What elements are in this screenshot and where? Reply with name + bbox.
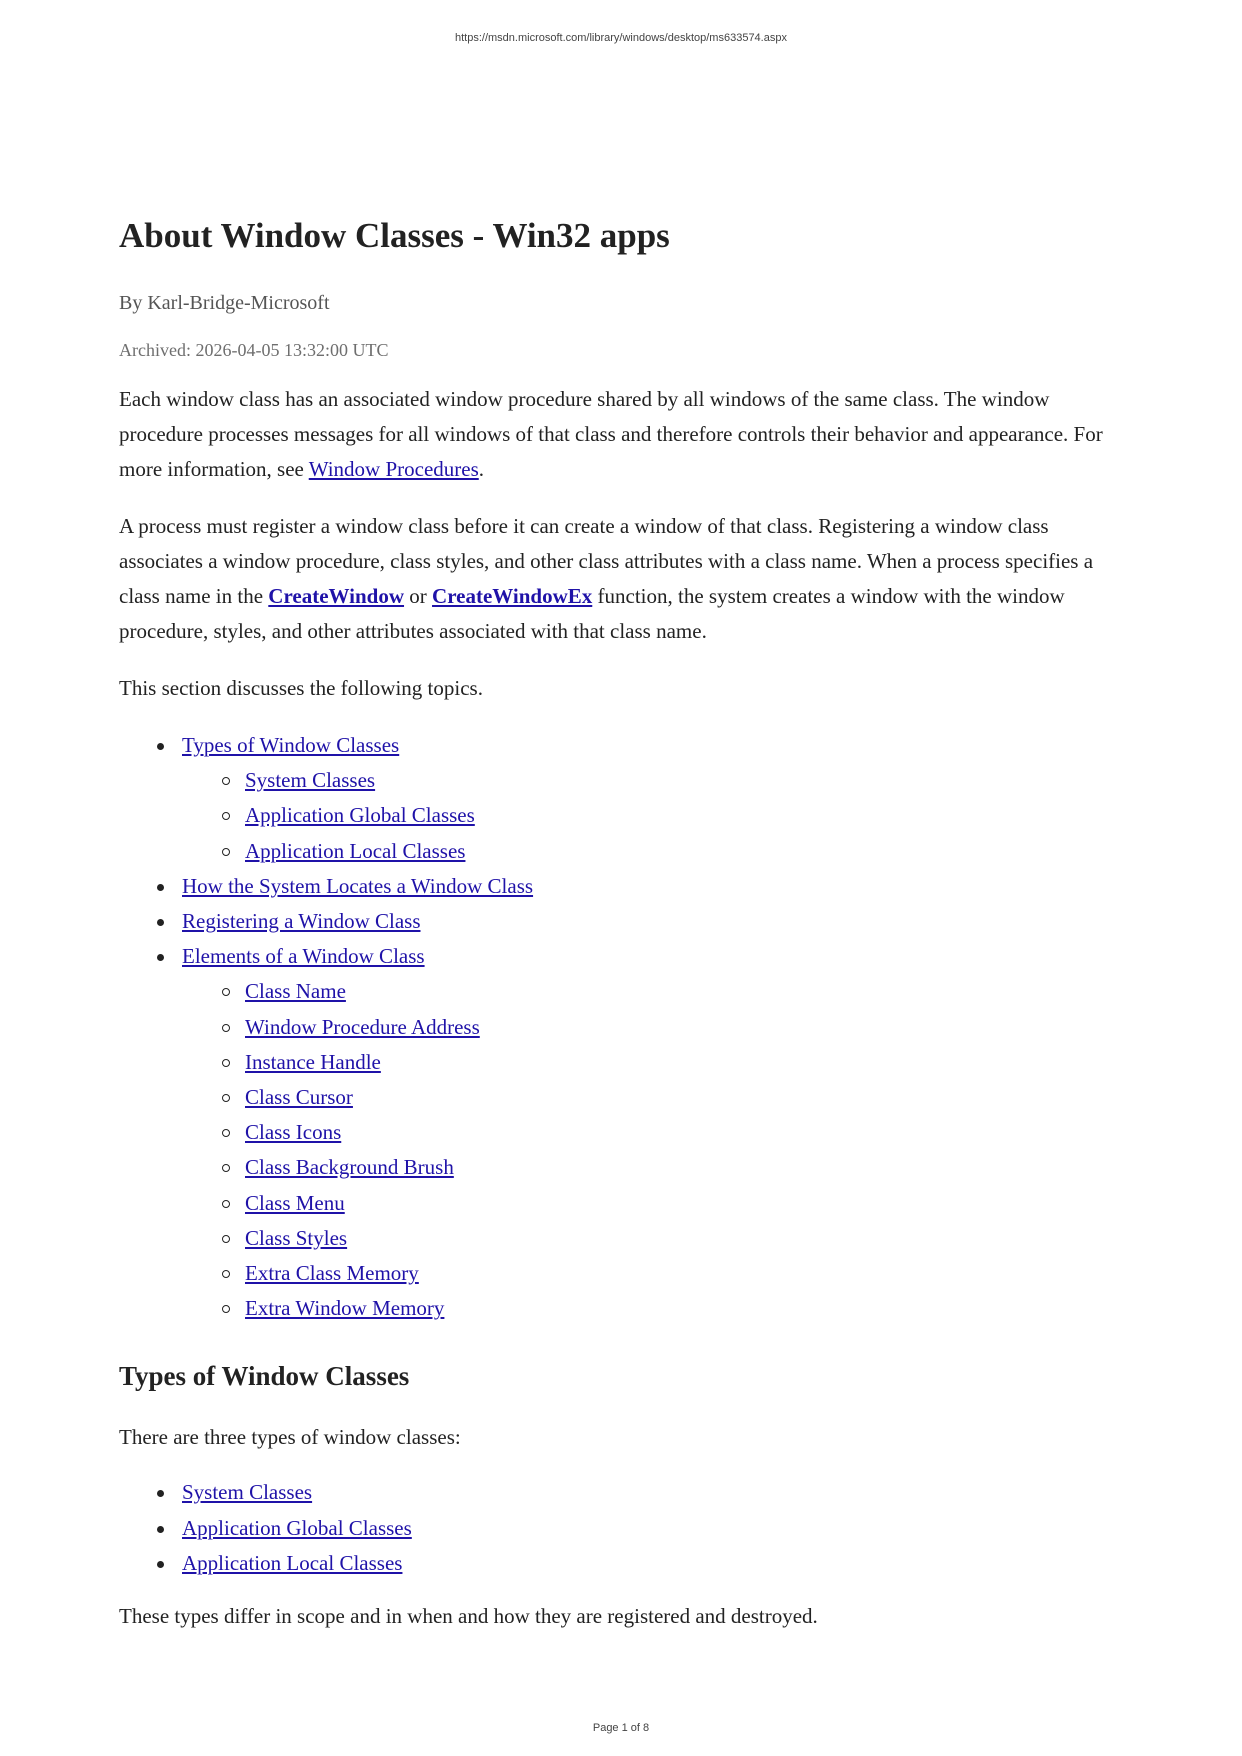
- intro2-text-end: function, the system creates a window with the window procedure, styles, and other attributes associated with that class name.: [119, 584, 1065, 643]
- list-item: [182, 1150, 1129, 1185]
- list-item: [182, 1080, 1129, 1115]
- list-item: [182, 1221, 1129, 1256]
- toc-link-extra-window-memory[interactable]: Extra Window Memory: [245, 1296, 445, 1321]
- page-title: About Window Classes - Win32 apps: [119, 216, 670, 255]
- toc-link-how-system-locates[interactable]: How the System Locates a Window Class: [182, 873, 534, 898]
- toc-link-registering[interactable]: Registering a Window Class: [182, 909, 421, 934]
- bullet-circle-icon: [222, 1059, 230, 1067]
- list-item: [119, 904, 1129, 939]
- intro2-text: A process must register a window class before it can create a window of that class. Registering a window class associates a window procedure, class styles, and other class attributes with a class name. When a process specifies a class name in the: [119, 514, 1094, 608]
- toc-link-system-classes[interactable]: System Classes: [245, 768, 376, 793]
- intro1-text-end: .: [478, 457, 485, 481]
- list-item: [182, 974, 1129, 1009]
- toc-link-extra-class-memory[interactable]: Extra Class Memory: [245, 1261, 419, 1286]
- intro1-text: Each window class has an associated window procedure shared by all windows of the same class. The window procedure processes messages for all windows of that class and therefore controls their behavior and appearance. For more information, see: [119, 387, 1103, 481]
- toc-link-class-background-brush[interactable]: Class Background Brush: [245, 1155, 454, 1180]
- bullet-disc-icon: [157, 743, 164, 750]
- toc-link-window-procedure-address[interactable]: Window Procedure Address: [245, 1014, 480, 1039]
- intro-paragraph-1: [119, 382, 1129, 487]
- bullet-circle-icon: [222, 988, 230, 996]
- createwindowex-link[interactable]: CreateWindowEx: [432, 584, 593, 608]
- toc-link-types-of-window-classes[interactable]: Types of Window Classes: [182, 733, 400, 757]
- bullet-disc-icon: [157, 884, 164, 891]
- list-item: [182, 1115, 1129, 1150]
- list-item: [119, 939, 1129, 1326]
- bullet-disc-icon: [157, 919, 164, 926]
- intro2-text-mid: or: [404, 584, 433, 608]
- createwindow-link[interactable]: CreateWindow: [268, 584, 405, 608]
- bullet-circle-icon: [222, 812, 230, 820]
- list-item: [182, 834, 1129, 869]
- list-item: [119, 1546, 1129, 1581]
- intro-paragraph-2: [119, 509, 1129, 649]
- types-link-application-local-classes[interactable]: Application Local Classes: [182, 1550, 403, 1575]
- bullet-disc-icon: [157, 1490, 164, 1497]
- list-item: [182, 1045, 1129, 1080]
- list-item: [119, 728, 1129, 869]
- topics-list: [119, 728, 1129, 1326]
- list-item: [182, 798, 1129, 833]
- bullet-circle-icon: [222, 1024, 230, 1032]
- page-number: Page 1 of 8: [592, 1722, 650, 1734]
- window-procedures-link[interactable]: Window Procedures: [308, 457, 479, 481]
- types-link-application-global-classes[interactable]: Application Global Classes: [182, 1515, 412, 1540]
- page-header-url: https://msdn.microsoft.com/library/windows/desktop/ms633574.aspx: [455, 32, 787, 44]
- list-item: [182, 1186, 1129, 1221]
- bullet-circle-icon: [222, 1235, 230, 1243]
- author-byline: By Karl-Bridge-Microsoft: [119, 292, 330, 314]
- list-item: [119, 1475, 1129, 1510]
- bullet-circle-icon: [222, 1200, 230, 1208]
- subtopics-list: [182, 974, 1129, 1326]
- list-item: [182, 1010, 1129, 1045]
- article: [119, 212, 1129, 1634]
- toc-link-class-name[interactable]: Class Name: [245, 979, 346, 1004]
- intro-paragraph-3: This section discusses the following topics.: [119, 676, 483, 700]
- toc-link-instance-handle[interactable]: Instance Handle: [245, 1049, 381, 1074]
- toc-link-class-icons[interactable]: Class Icons: [245, 1120, 342, 1145]
- toc-link-application-local-classes[interactable]: Application Local Classes: [245, 838, 466, 863]
- list-item: [119, 1511, 1129, 1546]
- bullet-circle-icon: [222, 1305, 230, 1313]
- list-item: [182, 763, 1129, 798]
- list-item: [119, 869, 1129, 904]
- subtopics-list: [182, 763, 1129, 869]
- bullet-disc-icon: [157, 1561, 164, 1568]
- toc-link-class-menu[interactable]: Class Menu: [245, 1190, 345, 1215]
- types-closing-paragraph: These types differ in scope and in when and how they are registered and destroyed.: [119, 1604, 818, 1629]
- types-list: [119, 1475, 1129, 1581]
- bullet-disc-icon: [157, 1526, 164, 1533]
- types-link-system-classes[interactable]: System Classes: [182, 1480, 313, 1505]
- toc-link-class-styles[interactable]: Class Styles: [245, 1225, 348, 1250]
- list-item: [182, 1291, 1129, 1326]
- bullet-circle-icon: [222, 777, 230, 785]
- bullet-circle-icon: [222, 1164, 230, 1172]
- archived-timestamp: Archived: 2026-04-05 13:32:00 UTC: [119, 340, 389, 360]
- bullet-circle-icon: [222, 1129, 230, 1137]
- types-intro-paragraph: There are three types of window classes:: [119, 1425, 461, 1450]
- list-item: [182, 1256, 1129, 1291]
- toc-link-class-cursor[interactable]: Class Cursor: [245, 1085, 353, 1110]
- toc-link-elements[interactable]: Elements of a Window Class: [182, 944, 425, 969]
- bullet-circle-icon: [222, 1094, 230, 1102]
- section-heading-types: Types of Window Classes: [119, 1361, 410, 1392]
- bullet-circle-icon: [222, 848, 230, 856]
- bullet-circle-icon: [222, 1270, 230, 1278]
- toc-link-application-global-classes[interactable]: Application Global Classes: [245, 803, 475, 828]
- bullet-disc-icon: [157, 954, 164, 961]
